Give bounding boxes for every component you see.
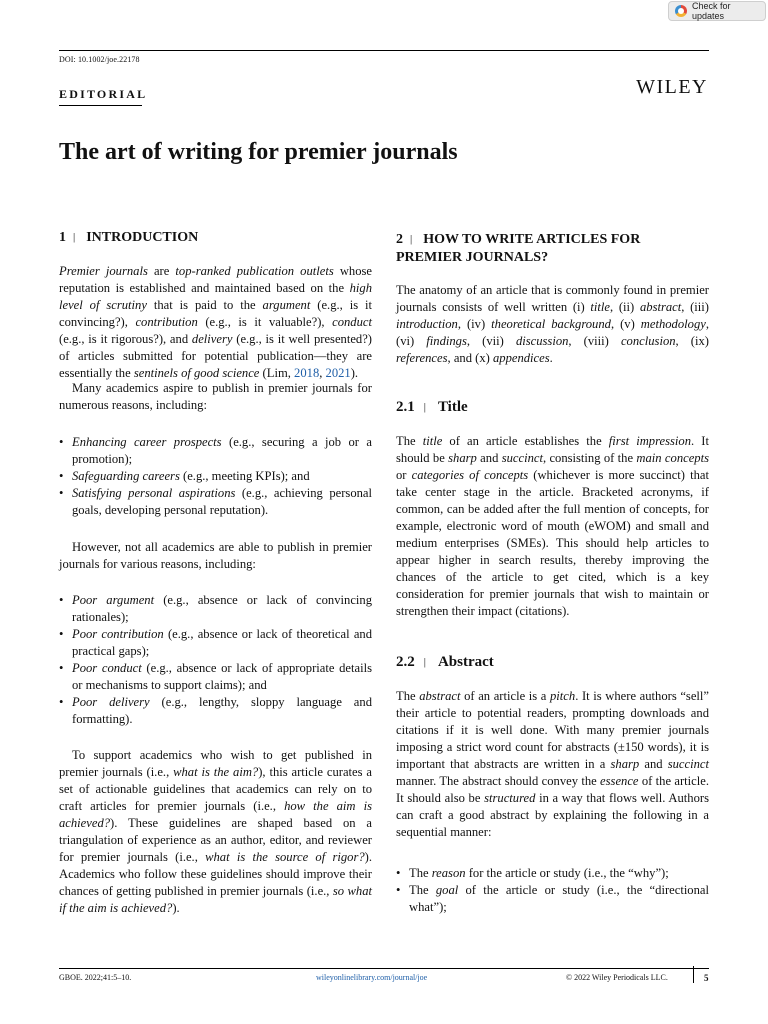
section-number: 2 xyxy=(396,232,403,247)
section-number: 1 xyxy=(59,230,66,245)
list-item: • Enhancing career prospects (e.g., securing a job or a promotion); xyxy=(59,434,372,468)
abstract-elements-list xyxy=(396,865,709,916)
section-title: Title xyxy=(437,399,468,415)
section-bar: | xyxy=(73,231,76,243)
section-2-1-heading xyxy=(396,399,468,416)
check-for-updates-button[interactable] xyxy=(668,1,766,21)
section-1-heading xyxy=(59,229,198,247)
doi[interactable]: DOI: 10.1002/joe.22178 xyxy=(59,55,140,64)
title-paragraph: The title of an article establishes the first impression. It should be sharp and succinct, consisting of the main concepts or categories of concepts (whichever is more succinct) that take center stage in the article. Bracketed acronyms, if common, can be added after the full mention of concepts, for example, electronic word of mouth (eWOM) and small and medium enterprises (SMEs). This should help articles to appear higher in search results, thereby improving the chances of the article to get cited, which is a key consideration for premier journals that wish to maintain or strengthen their impact (citations). xyxy=(396,434,709,618)
section-2-2-heading xyxy=(396,654,494,671)
section-number: 2.2 xyxy=(396,654,415,670)
list-item: • Satisfying personal aspirations (e.g., achieving personal goals, developing personal reputation). xyxy=(59,485,372,519)
crossmark-icon xyxy=(675,5,687,17)
intro-paragraph-1: Premier journals are top-ranked publication outlets whose reputation is established and maintained based on the high level of scrutiny that is paid to the argument (e.g., is it convincing?), contribution (e.g., is it valuable?), conduct (e.g., is it rigorous?), and delivery (e.g., is it well presented?) of articles submitted for potential publication—they are essentially the sentinels of good science (Lim, 2018, 2021). xyxy=(59,264,373,380)
section-2-paragraph: The anatomy of an article that is commonly found in premier journals consists of well written (i) title, (ii) abstract, (iii) introduction, (iv) theoretical background, (v) methodology, (vi) findings, (vii) discussion, (viii) conclusion, (ix) references, and (x) appendices. xyxy=(396,283,709,365)
section-title: Abstract xyxy=(437,654,494,670)
list-item: • The reason for the article or study (i.e., the “why”); xyxy=(396,865,709,882)
article-title: The art of writing for premier journals xyxy=(59,139,458,165)
section-bar: | xyxy=(410,233,413,245)
list-item: • Poor delivery (e.g., lengthy, sloppy language and formatting). xyxy=(59,694,372,728)
section-2-heading xyxy=(396,231,709,266)
list-item: • Poor contribution (e.g., absence or lack of theoretical and practical gaps); xyxy=(59,626,372,660)
intro-paragraph-2: Many academics aspire to publish in premier journals for numerous reasons, including: xyxy=(59,381,372,412)
copyright: © 2022 Wiley Periodicals LLC. xyxy=(566,973,668,982)
journal-citation: GBOE. 2022;41:5–10. xyxy=(59,973,132,982)
list-item: • The goal of the article or study (i.e., the “directional what”); xyxy=(396,882,709,916)
page-number: 5 xyxy=(704,973,709,983)
section-label: EDITORIAL xyxy=(59,87,148,101)
section-title: HOW TO WRITE ARTICLES FOR PREMIER JOURNALS? xyxy=(396,232,641,265)
section-bar: | xyxy=(423,656,426,668)
section-title: INTRODUCTION xyxy=(86,230,199,245)
list-item: • Safeguarding careers (e.g., meeting KPIs); and xyxy=(59,468,372,485)
reasons-list xyxy=(59,434,372,519)
publisher-logo: WILEY xyxy=(636,76,708,98)
intro-paragraph-3: However, not all academics are able to publish in premier journals for various reasons, including: xyxy=(59,540,372,571)
intro-paragraph-4: To support academics who wish to get published in premier journals (i.e., what is the aim?), this article curates a set of actionable guidelines that academics can rely on to craft articles for premier journals (i.e., how the aim is achieved?). These guidelines are shaped based on a triangulation of experience as an author, editor, and reviewer for premier journals (i.e., what is the source of rigor?). Academics who follow these guidelines should improve their chances of getting published in premier journals (i.e., so what if the aim is achieved?). xyxy=(59,748,372,915)
journal-url-link[interactable]: wileyonlinelibrary.com/journal/joe xyxy=(316,973,428,982)
footer-rule xyxy=(59,968,709,969)
header-rule xyxy=(59,50,709,51)
abstract-paragraph: The abstract of an article is a pitch. It is where authors “sell” their article to potential readers, prompting downloads and citations if it is well done. With many premier journals imposing a strict word count for abstracts (±150 words), it is important that abstracts are written in a sharp and succinct manner. The abstract should convey the essence of the article. It should also be structured in a way that flows well. Authors can craft a good abstract by explaining the following in a sequential manner: xyxy=(396,689,710,839)
list-item: • Poor argument (e.g., absence or lack of convincing rationales); xyxy=(59,592,372,626)
check-for-updates-label: Check for updates xyxy=(692,1,731,21)
list-item: • Poor conduct (e.g., absence or lack of appropriate details or mechanisms to support claims); and xyxy=(59,660,372,694)
obstacles-list xyxy=(59,592,372,728)
citation-link[interactable]: 2021 xyxy=(325,366,351,380)
section-bar: | xyxy=(423,401,426,413)
section-label-rule xyxy=(59,105,142,106)
footer-divider xyxy=(693,966,694,983)
section-number: 2.1 xyxy=(396,399,415,415)
citation-link[interactable]: 2018 xyxy=(294,366,320,380)
